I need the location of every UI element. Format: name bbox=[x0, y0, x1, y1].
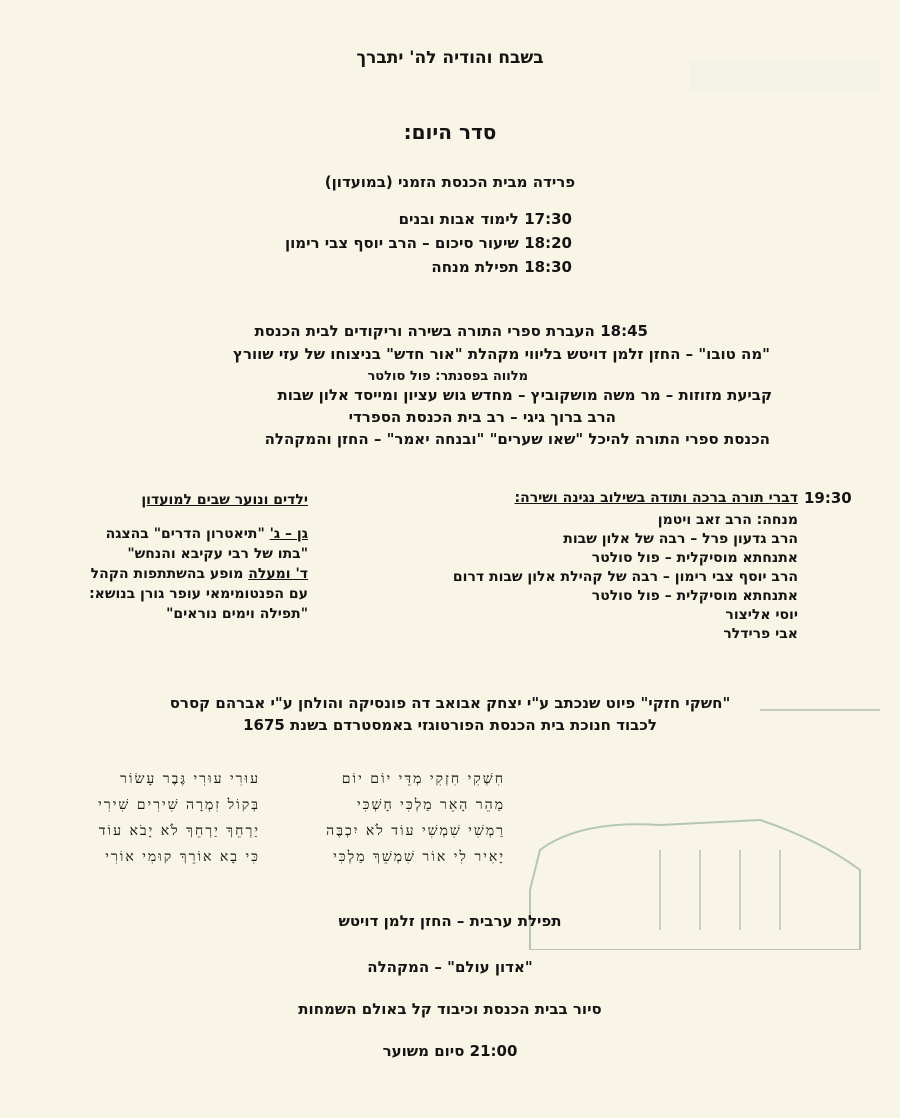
list-item: מנחה: הרב זאב ויטמן bbox=[657, 512, 798, 528]
time-label: 18:30 bbox=[524, 258, 572, 276]
procession-line: הרב ברוך גיגי – רב בית הכנסת הספרדי bbox=[348, 408, 616, 426]
poem-verse: מַהֵר הָאֵר מַלְכִּי חָשְׁכִּי bbox=[357, 797, 505, 813]
closing-arvit: תפילת ערבית – החזן זלמן דויטש bbox=[338, 912, 562, 930]
main-program-list bbox=[378, 511, 798, 644]
closing-end bbox=[0, 1042, 900, 1060]
blessing-heading: בשבח והודיה לה' יתברך bbox=[356, 48, 544, 68]
kids-group-text: "בתו של רבי עקיבא והנחש" bbox=[127, 546, 308, 562]
procession-line: מלווה בפסנתר: פול סולטר bbox=[367, 369, 528, 384]
poem-verse: יַרְחֵךְ יַרְחֵךְ לֹא יָבֹא עוֹד bbox=[98, 823, 260, 839]
kids-program-title: ילדים ונוער שבים למועדון bbox=[141, 492, 308, 508]
list-item: אבי פרידלר bbox=[723, 626, 798, 642]
poem-column-left bbox=[98, 766, 260, 870]
procession-line: "מה טובו" – החזן זלמן דויטש בליווי מקהלת "אור חדש" בניצוחו של עזי שוורץ bbox=[233, 345, 770, 363]
kids-group-text: עם הפנטומימאי עופר גורן בנושא: bbox=[89, 586, 308, 602]
kids-group-text: מופע בהשתתפות הקהל bbox=[90, 566, 244, 582]
kids-group-label: גן – ג' bbox=[269, 526, 308, 542]
procession-line: הכנסת ספרי התורה להיכל "שאו שערים" "ובנחה יאמר" – החזן והמקהלה bbox=[264, 430, 770, 448]
schedule-text: תפילת מנחה bbox=[431, 258, 519, 276]
procession-title: העברת ספרי התורה בשירה וריקודים לבית הכנסת bbox=[254, 322, 595, 340]
piyut-intro: לכבוד חנוכת בית הכנסת הפורטוגזי באמסטרדם בשנת 1675 bbox=[243, 716, 657, 734]
list-item: אתנחתא מוסיקלית – פול סולטר bbox=[591, 550, 798, 566]
poem-verse: עוּרִי עוּרִי גֶּבֶר עָשׂוֹר bbox=[120, 771, 260, 787]
schedule-text: שיעור סיכום – הרב יוסף צבי רימון bbox=[284, 234, 519, 252]
closing-adon-olam: "אדון עולם" – המקהלה bbox=[367, 958, 533, 976]
end-text: סיום משוער bbox=[382, 1042, 465, 1060]
poem-column-right bbox=[326, 766, 505, 870]
list-item: הרב גדעון פרל – רבה של אלון שבות bbox=[563, 531, 798, 547]
closing-tour: סיור בבית הכנסת וכיבוד קל באולם השמחות bbox=[298, 1000, 602, 1018]
piyut-intro: "חשקי חזקי" פיוט שנכתב ע"י יצחק אבואב דה פונסיקה והולחן ע"י אברהם קסרס bbox=[169, 694, 731, 712]
schedule-a bbox=[252, 210, 572, 282]
kids-group-text: "תפילה וימים נוראים" bbox=[166, 606, 308, 622]
schedule-text: לימוד אבות ובנים bbox=[398, 210, 519, 228]
procession-line: קביעת מזוזות – מר משה מושקוביץ – מחדש גוש עציון ומייסד אלון שבות bbox=[277, 386, 772, 404]
kids-group-label: ד' ומעלה bbox=[248, 566, 308, 582]
poem-verse: חִשְׁקִי חִזְקִי מְדֵּי יוֹם יוֹם bbox=[341, 771, 505, 787]
time-label: 18:20 bbox=[524, 234, 572, 252]
kids-group-text: "תיאטרון הדרים" בהצגה bbox=[105, 526, 265, 542]
main-program-title: דברי תורה ברכה ותודה בשילוב נגינה ושירה: bbox=[514, 490, 798, 506]
schedule-row bbox=[252, 258, 572, 282]
schedule-row bbox=[252, 210, 572, 234]
kids-program bbox=[18, 490, 308, 624]
time-label: 21:00 bbox=[469, 1042, 518, 1060]
agenda-title: סדר היום: bbox=[403, 120, 497, 144]
time-label: 18:45 bbox=[600, 322, 648, 340]
list-item: יוסי אליצור bbox=[725, 607, 798, 623]
poem-verse: בְּקוֹל זִמְרָה שִׁירִים שִׁירִי bbox=[98, 797, 260, 813]
poem-verse: כִּי בָא אוֹרֵךְ קוּמִי אוֹרִי bbox=[105, 849, 260, 865]
kids-group-2 bbox=[18, 564, 308, 584]
poem-verse: רַמְשִׁי שִׁמְשִׁי עוֹד לֹא יִכְבֶּה bbox=[326, 823, 505, 839]
procession-heading bbox=[254, 322, 648, 340]
farewell-line: פרידה מבית הכנסת הזמני (במועדון) bbox=[324, 173, 576, 191]
schedule-row bbox=[252, 234, 572, 258]
list-item: הרב יוסף צבי רימון – רבה של קהילת אלון שבות דרום bbox=[452, 569, 798, 585]
poem-verse: יָאִיר לִי אוֹר שִׁמְשֵׁךְ מַלְכִּי bbox=[333, 849, 505, 865]
kids-group-1 bbox=[18, 524, 308, 544]
time-label: 19:30 bbox=[804, 489, 852, 507]
list-item: אתנחתא מוסיקלית – פול סולטר bbox=[591, 588, 798, 604]
time-label: 17:30 bbox=[524, 210, 572, 228]
